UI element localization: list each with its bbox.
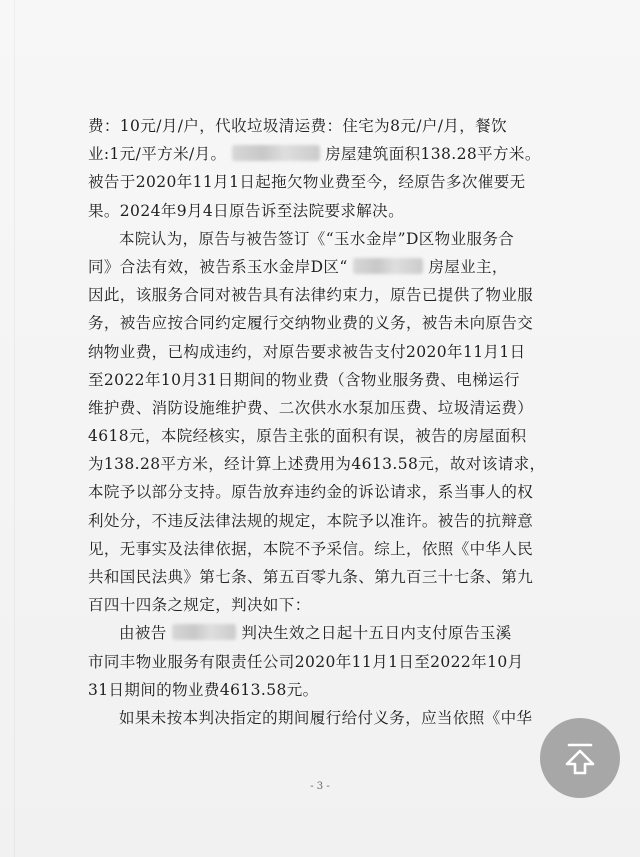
page-number: - 3 - <box>310 781 330 792</box>
redaction-mark <box>353 258 423 274</box>
text-line: 市同丰物业服务有限责任公司2020年11月1日至2022年10月 <box>88 652 524 671</box>
text-line: 为138.28平方米，经计算上述费用为4613.58元，故对该请求， <box>88 455 546 474</box>
redaction-mark <box>172 624 236 640</box>
text-line <box>88 253 558 281</box>
text-fragment: 房屋建筑面积138.28平方米。 <box>325 145 541 164</box>
document-body <box>88 112 558 732</box>
text-line: 如果未按本判决指定的期间履行给付义务，应当依照《中华 <box>119 708 533 727</box>
text-line: 因此，该服务合同对被告具有法律约束力，原告已提供了物业服 <box>88 286 534 305</box>
text-line: 费：10元/月/户，代收垃圾清运费：住宅为8元/户/月，餐饮 <box>88 117 507 135</box>
text-line: 共和国民法典》第七条、第五百零九条、第九百三十七条、第九 <box>88 568 534 586</box>
text-line: 至2022年10月31日期间的物业费（含物业服务费、电梯运行 <box>88 370 520 389</box>
redaction-mark <box>232 145 320 161</box>
text-line <box>88 619 558 647</box>
text-line: 维护费、消防设施维护费、二次供水水泵加压费、垃圾清运费） <box>88 398 534 417</box>
text-line: 本院予以部分支持。原告放弃违约金的诉讼请求，系当事人的权 <box>88 483 534 502</box>
text-fragment: 业:1元/平方米/月。 <box>88 145 227 164</box>
text-line: 果。2024年9月4日原告诉至法院要求解决。 <box>88 201 404 220</box>
text-fragment: 房屋业主， <box>428 257 508 276</box>
text-line: 4618元，本院经核实，原告主张的面积有误，被告的房屋面积 <box>88 427 527 446</box>
text-fragment: 由被告 <box>119 624 167 643</box>
text-line: 利处分，不违反法律法规的规定，本院予以准许。被告的抗辩意 <box>88 511 534 530</box>
text-line: 见，无事实及法律依据，本院不予采信。综上，依照《中华人民 <box>88 539 534 558</box>
arrow-up-to-top-icon <box>560 738 600 778</box>
text-line: 百四十四条之规定，判决如下： <box>88 596 311 615</box>
text-fragment: 同》合法有效，被告系玉水金岸D区“ <box>88 257 348 276</box>
text-line: 务，被告应按合同约定履行交纳物业费的义务，被告未向原告交 <box>88 314 534 333</box>
back-to-top-button[interactable] <box>540 718 620 798</box>
text-line: 本院认为，原告与被告签订《“玉水金岸”D区物业服务合 <box>119 229 515 248</box>
text-fragment: 判决生效之日起十五日内支付原告玉溪 <box>241 624 512 643</box>
text-line <box>88 140 558 168</box>
text-line: 纳物业费，已构成违约，对原告要求被告支付2020年11月1日 <box>88 342 526 361</box>
text-line: 31日期间的物业费4613.58元。 <box>88 680 319 699</box>
text-line: 被告于2020年11月1日起拖欠物业费至今，经原告多次催要无 <box>88 173 526 192</box>
page-fold-shadow <box>14 0 15 857</box>
